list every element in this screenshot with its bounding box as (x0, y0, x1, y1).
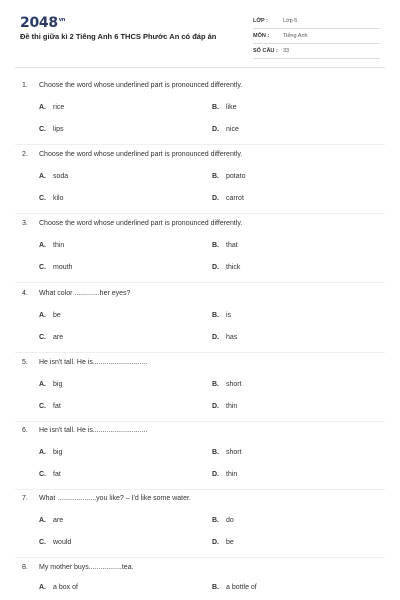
option-text: thin (226, 471, 238, 478)
option-b[interactable] (212, 584, 257, 591)
option-letter: B. (212, 584, 219, 591)
option-letter: C. (39, 403, 46, 410)
info-value: Lớp 6 (283, 18, 298, 24)
question-text (22, 151, 242, 158)
question-text (22, 495, 191, 502)
option-text: be (226, 539, 234, 546)
option-d[interactable] (212, 264, 240, 271)
option-d[interactable] (212, 195, 244, 202)
option-text: carrot (226, 195, 244, 202)
option-letter: B. (212, 517, 219, 524)
option-letter: C. (39, 334, 46, 341)
option-text: a bottle of (226, 584, 257, 591)
question-divider (15, 144, 385, 145)
option-letter: D. (212, 539, 219, 546)
option-text: do (226, 517, 234, 524)
option-c[interactable] (39, 334, 63, 341)
option-letter: B. (212, 242, 219, 249)
option-letter: A. (39, 381, 46, 388)
option-b[interactable] (212, 312, 231, 319)
question-number: 4. (22, 290, 28, 297)
option-text: that (226, 242, 238, 249)
question-divider (15, 282, 385, 283)
option-b[interactable] (212, 517, 234, 524)
option-letter: A. (39, 517, 46, 524)
option-c[interactable] (39, 471, 61, 478)
question-divider (15, 213, 385, 214)
option-b[interactable] (212, 242, 238, 249)
option-letter: D. (212, 334, 219, 341)
info-row-subject (253, 29, 380, 44)
question-prompt: My mother buys.................tea. (39, 564, 134, 571)
option-a[interactable] (39, 242, 64, 249)
option-letter: C. (39, 264, 46, 271)
option-text: thin (53, 242, 65, 249)
option-a[interactable] (39, 381, 62, 388)
option-text: big (53, 449, 63, 456)
option-c[interactable] (39, 403, 61, 410)
info-label: SỐ CÂU : (253, 48, 278, 54)
option-text: are (53, 517, 64, 524)
question-text (22, 564, 134, 571)
option-letter: D. (212, 264, 219, 271)
logo-text: 2048 (20, 15, 58, 31)
option-letter: D. (212, 195, 219, 202)
option-letter: A. (39, 173, 46, 180)
question-text (22, 359, 147, 366)
option-letter: C. (39, 195, 46, 202)
question-prompt: He isn't tall. He is............................ (39, 359, 148, 366)
question-prompt: Choose the word whose underlined part is pronounced differently. (39, 82, 243, 89)
option-text: short (226, 449, 242, 456)
question-text (22, 220, 242, 227)
header-divider (15, 67, 385, 68)
option-a[interactable] (39, 517, 63, 524)
option-letter: D. (212, 126, 219, 133)
option-a[interactable] (39, 312, 61, 319)
question-divider (15, 352, 385, 353)
option-text: short (226, 381, 242, 388)
option-text: big (53, 381, 63, 388)
option-b[interactable] (212, 381, 242, 388)
option-text: nice (226, 126, 239, 133)
question-number: 7. (22, 495, 28, 502)
option-letter: C. (39, 471, 46, 478)
option-d[interactable] (212, 539, 234, 546)
option-text: fat (53, 471, 61, 478)
question-number: 3. (22, 220, 28, 227)
question-prompt: What color .............her eyes? (39, 290, 131, 297)
question-prompt: Choose the word whose underlined part is pronounced differently. (39, 220, 243, 227)
option-letter: A. (39, 104, 46, 111)
question-text (22, 427, 147, 434)
option-b[interactable] (212, 449, 242, 456)
question-prompt: Choose the word whose underlined part is pronounced differently. (39, 151, 243, 158)
option-letter: B. (212, 381, 219, 388)
option-text: rice (53, 104, 65, 111)
option-letter: B. (212, 312, 219, 319)
info-label: LỚP : (253, 18, 268, 24)
option-b[interactable] (212, 104, 237, 111)
option-letter: C. (39, 539, 46, 546)
option-text: a box of (53, 584, 78, 591)
question-number: 8. (22, 564, 28, 571)
option-letter: A. (39, 584, 46, 591)
option-a[interactable] (39, 173, 68, 180)
option-letter: A. (39, 242, 46, 249)
site-logo[interactable] (20, 15, 65, 31)
option-letter: B. (212, 104, 219, 111)
option-letter: D. (212, 403, 219, 410)
option-text: potato (226, 173, 246, 180)
question-number: 6. (22, 427, 28, 434)
question-number: 5. (22, 359, 28, 366)
info-row-count (253, 44, 380, 59)
info-label: MÔN : (253, 33, 270, 39)
option-d[interactable] (212, 126, 239, 133)
exam-info (253, 14, 380, 59)
option-letter: B. (212, 173, 219, 180)
option-c[interactable] (39, 264, 72, 271)
question-prompt: He isn't tall. He is............................ (39, 427, 148, 434)
question-divider (15, 557, 385, 558)
option-letter: A. (39, 449, 46, 456)
question-text (22, 82, 242, 89)
option-text: kilo (53, 195, 64, 202)
option-letter: C. (39, 126, 46, 133)
question-text (22, 290, 130, 297)
option-text: are (53, 334, 64, 341)
option-text: would (53, 539, 72, 546)
option-text: lips (53, 126, 64, 133)
option-text: mouth (53, 264, 73, 271)
logo-suffix: vn (58, 17, 65, 24)
option-text: has (226, 334, 238, 341)
option-letter: A. (39, 312, 46, 319)
option-d[interactable] (212, 403, 237, 410)
option-a[interactable] (39, 104, 64, 111)
option-a[interactable] (39, 449, 62, 456)
question-prompt: What ....................you like? – I'd like some water. (39, 495, 191, 502)
option-text: like (226, 104, 237, 111)
question-divider (15, 489, 385, 490)
option-d[interactable] (212, 471, 237, 478)
option-b[interactable] (212, 173, 245, 180)
info-value: Tiếng Anh (283, 33, 308, 39)
option-c[interactable] (39, 539, 71, 546)
option-letter: D. (212, 471, 219, 478)
option-c[interactable] (39, 195, 64, 202)
option-text: be (53, 312, 61, 319)
option-text: thick (226, 264, 241, 271)
question-number: 1. (22, 82, 28, 89)
option-text: is (226, 312, 232, 319)
option-text: soda (53, 173, 69, 180)
option-letter: B. (212, 449, 219, 456)
option-text: fat (53, 403, 61, 410)
option-text: thin (226, 403, 238, 410)
info-row-class (253, 14, 380, 29)
page-title: Đề thi giữa kì 2 Tiếng Anh 6 THCS Phước An có đáp án (20, 32, 217, 41)
option-a[interactable] (39, 584, 78, 591)
option-c[interactable] (39, 126, 64, 133)
question-divider (15, 421, 385, 422)
option-d[interactable] (212, 334, 237, 341)
info-value: 33 (283, 48, 290, 54)
question-number: 2. (22, 151, 28, 158)
